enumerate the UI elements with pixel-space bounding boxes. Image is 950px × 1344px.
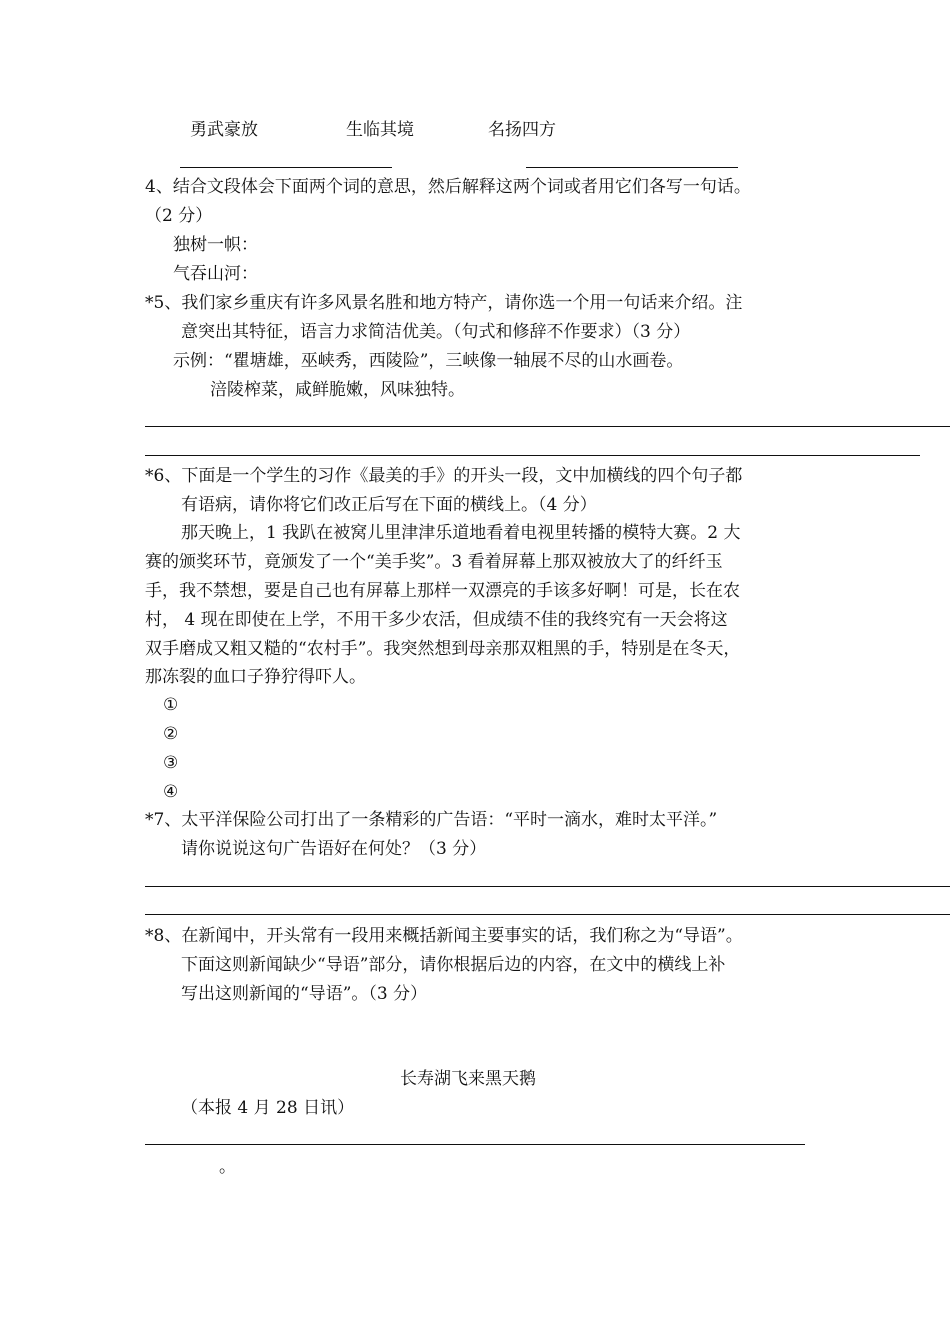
news-title: 长寿湖飞来黑天鹅 [400,1069,536,1089]
q3-word-2: 生临其境 [346,120,414,140]
q8-prompt-cont-1: 下面这则新闻缺少“导语”部分，请你根据后边的内容，在文中的横线上补 [181,955,726,975]
q3-word-3: 名扬四方 [488,120,556,140]
news-dateline: （本报 4 月 28 日讯） [181,1098,355,1118]
q3-word-1: 勇武豪放 [190,120,258,140]
q5-example-answer: 涪陵榨菜，咸鲜脆嫩，风味独特。 [210,380,465,400]
q4-score: （2 分） [145,206,213,226]
q7-answer-line-1[interactable] [145,886,950,887]
q6-answer-marker-1: ① [163,695,179,715]
q6-answer-marker-4: ④ [163,782,179,802]
q8-prompt-cont-2: 写出这则新闻的“导语”。（3 分） [181,984,428,1004]
q6-answer-marker-2: ② [163,724,179,744]
q5-prompt-cont: 意突出其特征，语言力求简洁优美。（句式和修辞不作要求）（3 分） [181,322,691,342]
q8-period: 。 [219,1157,236,1177]
q6-answer-marker-3: ③ [163,753,179,773]
q7-answer-line-2[interactable] [145,914,950,915]
q6-prompt-cont: 有语病，请你将它们改正后写在下面的横线上。（4 分） [181,495,597,515]
q3-answer-line-2[interactable] [526,167,738,168]
q6-paragraph-line-6: 那冻裂的血口子狰狞得吓人。 [145,667,366,687]
q6-paragraph-line-1: 那天晚上，1 我趴在被窝儿里津津乐道地看着电视里转播的模特大赛。2 大 [181,523,741,543]
q8-prompt: *8、在新闻中，开头常有一段用来概括新闻主要事实的话，我们称之为“导语”。 [145,926,743,946]
q3-answer-line-1[interactable] [180,167,392,168]
q4-item-2: 气吞山河： [173,264,258,284]
q4-item-1: 独树一帜： [173,235,258,255]
q7-prompt: *7、太平洋保险公司打出了一条精彩的广告语：“平时一滴水，难时太平洋。” [145,810,718,830]
q6-paragraph-line-2: 赛的颁奖环节，竟颁发了一个“美手奖”。3 看着屏幕上那双被放大了的纤纤玉 [145,552,723,572]
q6-paragraph-line-5: 双手磨成又粗又糙的“农村手”。我突然想到母亲那双粗黑的手，特别是在冬天， [145,639,741,659]
q6-prompt: *6、下面是一个学生的习作《最美的手》的开头一段，文中加横线的四个句子都 [145,466,743,486]
q5-example: 示例：“瞿塘雄，巫峡秀，西陵险”，三峡像一轴展不尽的山水画卷。 [173,351,684,371]
q5-answer-line-1[interactable] [145,426,950,427]
q6-paragraph-line-4: 村， 4 现在即使在上学，不用干多少农活，但成绩不佳的我终究有一天会将这 [145,610,728,630]
q7-prompt-cont: 请你说说这句广告语好在何处？（3 分） [181,839,487,859]
q8-answer-line[interactable] [145,1144,805,1145]
q5-prompt: *5、我们家乡重庆有许多风景名胜和地方特产，请你选一个用一句话来介绍。注 [145,293,743,313]
q6-paragraph-line-3: 手，我不禁想，要是自己也有屏幕上那样一双漂亮的手该多好啊！可是，长在农 [145,581,740,601]
q4-prompt: 4、结合文段体会下面两个词的意思，然后解释这两个词或者用它们各写一句话。 [145,177,751,197]
q5-answer-line-2[interactable] [145,455,920,456]
